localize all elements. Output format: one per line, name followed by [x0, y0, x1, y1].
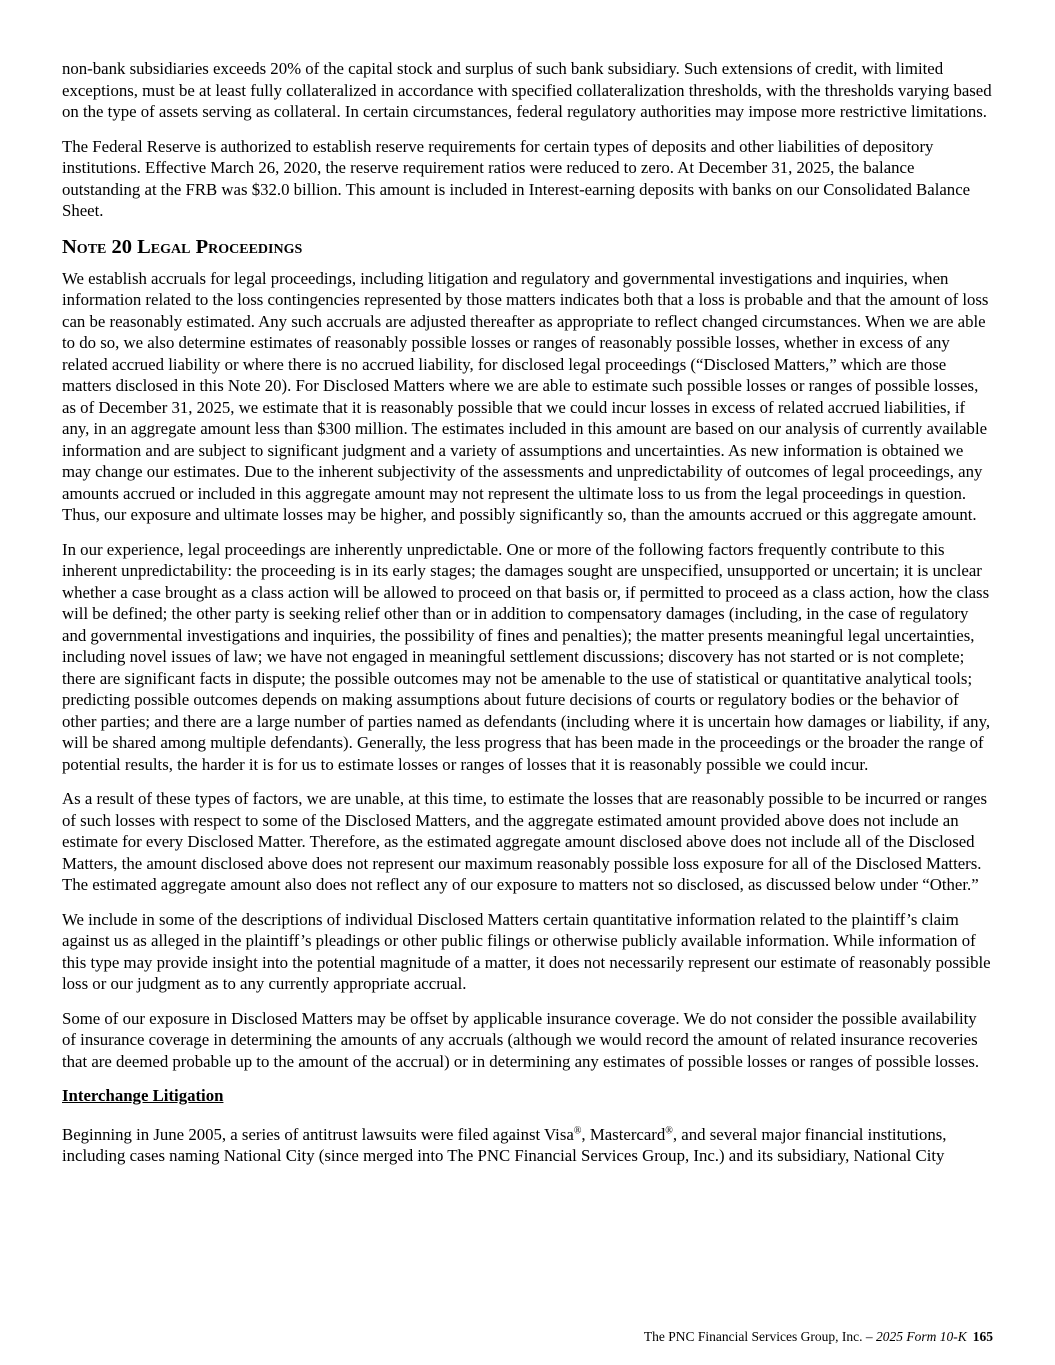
registered-trademark-icon: ®: [665, 1124, 673, 1136]
paragraph-interchange-lawsuits: [62, 1124, 994, 1167]
paragraph-federal-reserve: The Federal Reserve is authorized to establish reserve requirements for certain types of deposits and other liabilities of depository institutions. Effective March 26, 2020, the reserve requirement ratios were reduced to zero. At December 31, 2025, the balance outstanding at the FRB was $32.0 billion. This amount is included in Interest-earning deposits with banks on our Consolidated Balance Sheet.: [62, 136, 971, 220]
footer-page-number: 165: [972, 1329, 993, 1344]
paragraph-aggregate-estimate-limits: As a result of these types of factors, we are unable, at this time, to estimate the losses that are reasonably possible to be incurred or ranges of such losses with respect to some of the Disclosed Matters, and the aggregate estimated amount provided above does not include an estimate for every Disclosed Matter. Therefore, as the estimated aggregate amount disclosed above does not include all of the Disclosed Matters, the amount disclosed above does not represent our maximum reasonably possible loss exposure for all of the Disclosed Matters. The estimated aggregate amount also does not reflect any of our exposure to matters not so disclosed, as discussed below under “Other.”: [62, 789, 988, 894]
document-body: [62, 58, 994, 1180]
paragraph-insurance-coverage: Some of our exposure in Disclosed Matters may be offset by applicable insurance coverage. We do not consider the possible availability of insurance coverage in determining the amounts of any accruals (although we would record the amount of related insurance recoveries that are deemed probable up to the amount of the accrual) or in determining any estimates of possible losses or ranges of possible losses.: [62, 1008, 980, 1071]
footer-company-name: The PNC Financial Services Group, Inc. –: [643, 1329, 876, 1344]
interchange-text-segment: , Mastercard: [581, 1124, 666, 1144]
page-footer: [644, 1328, 993, 1345]
paragraph-bank-subsidiaries: non-bank subsidiaries exceeds 20% of the capital stock and surplus of such bank subsidiary. Such extensions of credit, with limited exceptions, must be at least fully collateralized in accordance with specified collateralization thresholds, with the thresholds varying based on the type of assets serving as collateral. In certain circumstances, federal regulatory authorities may impose more restrictive limitations.: [62, 59, 992, 121]
interchange-text-segment: Beginning in June 2005, a series of antitrust lawsuits were filed against Visa: [62, 1124, 574, 1144]
footer-form-title: 2025 Form 10-K: [876, 1329, 967, 1344]
interchange-text-segment: , and several major financial institutions, including cases naming National City (since merged into The PNC Financial Services Group, Inc.) and its subsidiary, National City: [62, 1124, 947, 1165]
paragraph-unpredictability-factors: In our experience, legal proceedings are inherently unpredictable. One or more of the following factors frequently contribute to this inherent unpredictability: the proceeding is in its early stages; the damages sought are unspecified, unsupported or uncertain; it is unclear whether a case brought as a class action will be allowed to proceed on that basis or, if permitted to proceed as a class action, how the class will be defined; the other party is seeking relief other than or in addition to compensatory damages (including, in the case of regulatory and governmental investigations and inquiries, the possibility of fines and penalties); the matter presents meaningful legal uncertainties, including novel issues of law; we have not engaged in meaningful settlement discussions; discovery has not started or is not complete; there are significant facts in dispute; the possible outcomes may not be amenable to the use of statistical or quantitative analytical tools; predicting possible outcomes depends on making assumptions about future decisions of courts or regulatory bodies or the behavior of other parties; and there are a large number of parties named as defendants (including where it is uncertain how damages or liability, if any, will be shared among multiple defendants). Generally, the less progress that has been made in the proceedings or the broader the range of potential results, the harder it is for us to estimate losses or ranges of losses that it is reasonably possible we could incur.: [62, 539, 991, 774]
interchange-litigation-heading: Interchange Litigation: [62, 1086, 224, 1105]
paragraph-quantitative-information: We include in some of the descriptions of individual Disclosed Matters certain quantitative information related to the plaintiff’s claim against us as alleged in the plaintiff’s pleadings or other public filings or otherwise publicly available information. While information of this type may provide insight into the potential magnitude of a matter, it does not necessarily represent our estimate of reasonably possible loss or our judgment as to any currently appropriate accrual.: [62, 909, 991, 993]
paragraph-accruals-estimates: We establish accruals for legal proceedings, including litigation and regulatory and governmental investigations and inquiries, when information related to the loss contingencies represented by those matters indicates both that a loss is probable and that the amount of loss can be reasonably estimated. Any such accruals are adjusted thereafter as appropriate to reflect changed circumstances. When we are able to do so, we also determine estimates of reasonably possible losses or ranges of reasonably possible losses, whether in excess of any related accrued liability or where there is no accrued liability, for disclosed legal proceedings (“Disclosed Matters,” which are those matters disclosed in this Note 20). For Disclosed Matters where we are able to estimate such possible losses or ranges of possible losses, as of December 31, 2025, we estimate that it is reasonably possible that we could incur losses in excess of related accrued liabilities, if any, in an aggregate amount less than $300 million. The estimates included in this amount are based on our analysis of currently available information and are subject to significant judgment and a variety of assumptions and uncertainties. As new information is obtained we may change our estimates. Due to the inherent subjectivity of the assessments and unpredictability of outcomes of legal proceedings, any amounts accrued or included in this aggregate amount may not represent the ultimate loss to us from the legal proceedings in question. Thus, our exposure and ultimate losses may be higher, and possibly significantly so, than the amounts accrued or this aggregate amount.: [62, 268, 989, 524]
note-20-legal-proceedings-heading: Note 20 Legal Proceedings: [62, 235, 303, 258]
registered-trademark-icon: ®: [573, 1124, 582, 1136]
